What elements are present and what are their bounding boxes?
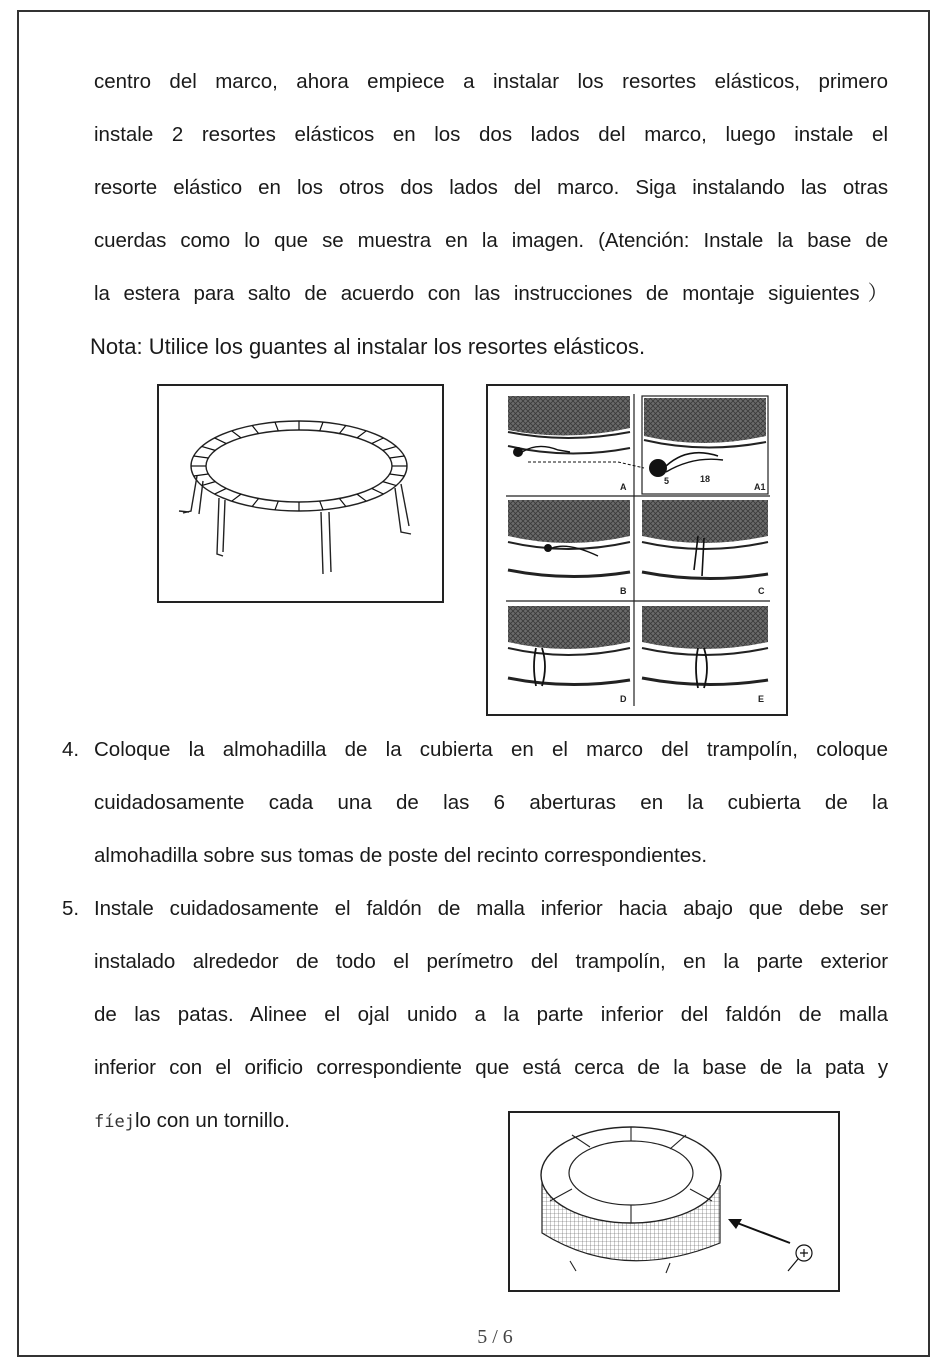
spring xyxy=(320,422,323,431)
garbled-prefix: fíej xyxy=(94,1112,135,1132)
step-5-line-1: Instale cuidadosamente el faldón de malla inferior hacia abajo que debe ser xyxy=(94,897,888,920)
spring xyxy=(275,501,278,510)
spring xyxy=(232,431,241,438)
spring xyxy=(194,456,209,458)
spring xyxy=(339,425,346,433)
step-5-line-5-text: lo con un tornillo. xyxy=(134,1109,290,1132)
step-5-number: 5. xyxy=(62,897,80,920)
panel-label-d: D xyxy=(620,694,627,704)
spring xyxy=(390,456,405,458)
panel-e xyxy=(642,606,768,704)
spring xyxy=(357,431,366,438)
spring-steps-figure xyxy=(486,384,788,716)
step-4-text xyxy=(94,723,888,882)
callout-18: 18 xyxy=(700,474,711,484)
page-number: 5 / 6 xyxy=(477,1326,513,1348)
step-5-line-3: de las patas. Alinee el ojal unido a la parte inferior del faldón de malla xyxy=(94,1003,888,1026)
screw-icon xyxy=(788,1245,812,1271)
spring xyxy=(372,438,384,444)
intro-line-4: cuerdas como lo que se muestra en la imagen. (Atención: Instale la base de xyxy=(94,229,888,252)
spring xyxy=(275,422,278,431)
step-4-line-3: almohadilla sobre sus tomas de poste del recinto correspondientes. xyxy=(94,844,708,867)
panel-label-c: C xyxy=(758,586,765,596)
trampoline-frame-figure xyxy=(157,384,444,603)
skirt-install-figure xyxy=(508,1111,840,1292)
spring xyxy=(194,474,209,476)
step-4-number: 4. xyxy=(62,738,80,761)
panel-a xyxy=(508,396,630,492)
step-4-line-2: cuidadosamente cada una de las 6 aberturas en la cubierta de la xyxy=(94,791,888,814)
spring xyxy=(383,446,397,450)
spring xyxy=(372,488,384,494)
skirt-illustration xyxy=(510,1113,838,1290)
intro-line-3: resorte elástico en los otros dos lados del marco. Siga instalando las otras xyxy=(94,176,888,199)
step-5-text xyxy=(94,882,888,1147)
panel-label-e: E xyxy=(758,694,765,704)
panel-label-b: B xyxy=(620,586,627,596)
spring xyxy=(215,488,227,494)
intro-line-1: centro del marco, ahora empiece a instalar los resortes elásticos, primero xyxy=(94,70,888,93)
intro-paragraph xyxy=(94,55,888,320)
intro-line-5: la estera para salto de acuerdo con las instrucciones de montaje siguientes） xyxy=(94,282,888,305)
spring xyxy=(357,494,366,501)
step-5-line-2: instalado alrededor de todo el perímetro del trampolín, en la parte exterior xyxy=(94,950,888,973)
spring xyxy=(252,425,259,433)
step-5-line-4: inferior con el orificio correspondiente que está cerca de la base de la pata y xyxy=(94,1056,888,1079)
panel-c xyxy=(642,500,768,596)
spring xyxy=(383,482,397,486)
spring xyxy=(390,474,405,476)
step-4-line-1: Coloque la almohadilla de la cubierta en el marco del trampolín, coloque xyxy=(94,738,888,761)
spring xyxy=(339,498,346,506)
spring xyxy=(252,498,259,506)
panel-label-a1: A1 xyxy=(754,482,766,492)
trampoline-springs-illustration xyxy=(159,386,442,601)
spring xyxy=(202,482,216,486)
gloves-note: Nota: Utilice los guantes al instalar los resortes elásticos. xyxy=(90,334,646,359)
panel-a1 xyxy=(618,398,766,492)
panel-d xyxy=(508,606,630,704)
callout-5: 5 xyxy=(664,476,670,486)
panel-b xyxy=(508,500,630,596)
panel-label-a: A xyxy=(620,482,627,492)
intro-line-2: instale 2 resortes elásticos en los dos lados del marco, luego instale el xyxy=(94,123,888,146)
spring xyxy=(215,438,227,444)
spring xyxy=(202,446,216,450)
spring xyxy=(232,494,241,501)
spring-steps-illustration xyxy=(488,386,786,714)
spring xyxy=(320,501,323,510)
